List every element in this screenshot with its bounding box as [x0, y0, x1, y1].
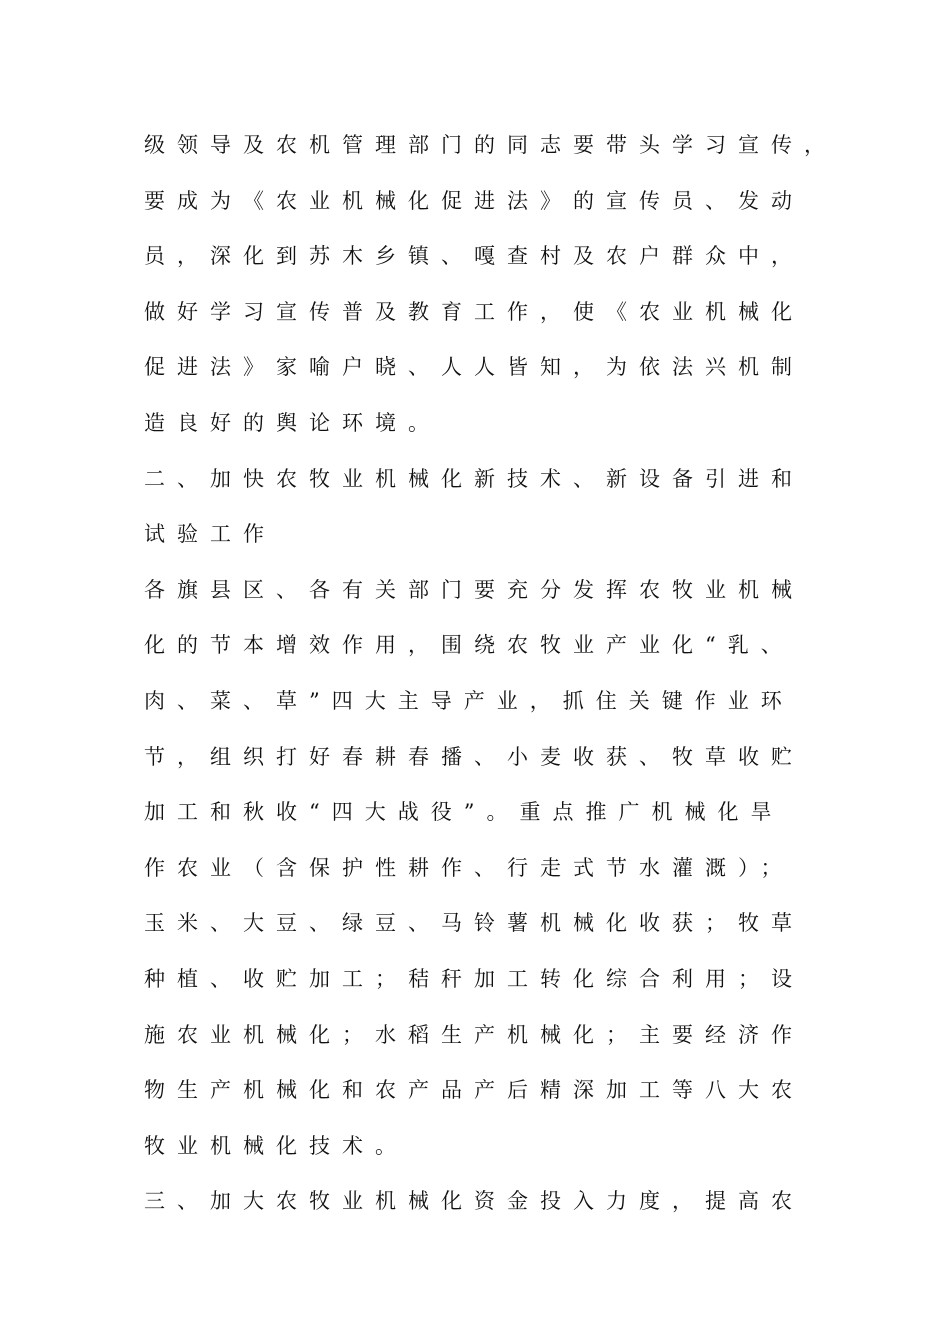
section-heading: 三、加大农牧业机械化资金投入力度，提高农: [144, 1189, 804, 1214]
text-line: 员，深化到苏木乡镇、嘎查村及农户群众中，: [144, 244, 804, 269]
text-line: 要成为《农业机械化促进法》的宣传员、发动: [144, 188, 804, 213]
section-heading: 二、加快农牧业机械化新技术、新设备引进和: [144, 466, 804, 491]
text-line: 做好学习宣传普及教育工作，使《农业机械化: [144, 299, 804, 324]
text-line: 玉米、大豆、绿豆、马铃薯机械化收获；牧草: [144, 911, 804, 936]
text-line: 级领导及农机管理部门的同志要带头学习宣传，: [144, 133, 837, 157]
text-line: 节，组织打好春耕春播、小麦收获、牧草收贮: [144, 744, 804, 769]
text-line: 肉、菜、草”四大主导产业，抓住关键作业环: [144, 688, 794, 713]
text-line: 种植、收贮加工；秸秆加工转化综合利用；设: [144, 966, 804, 991]
section-heading: 试验工作: [144, 522, 276, 547]
text-line: 造良好的舆论环境。: [144, 410, 441, 435]
text-line: 牧业机械化技术。: [144, 1133, 408, 1158]
text-line: 各旗县区、各有关部门要充分发挥农牧业机械: [144, 577, 804, 602]
document-body: [144, 118, 924, 1230]
text-line: 化的节本增效作用，围绕农牧业产业化“乳、: [144, 633, 794, 658]
text-line: 物生产机械化和农产品产后精深加工等八大农: [144, 1078, 804, 1103]
text-line: 施农业机械化；水稻生产机械化；主要经济作: [144, 1022, 804, 1047]
text-line: 促进法》家喻户晓、人人皆知，为依法兴机制: [144, 355, 804, 380]
text-line: 作农业（含保护性耕作、行走式节水灌溉）；: [144, 855, 794, 880]
text-line: 加工和秋收“四大战役”。重点推广机械化旱: [144, 800, 784, 825]
